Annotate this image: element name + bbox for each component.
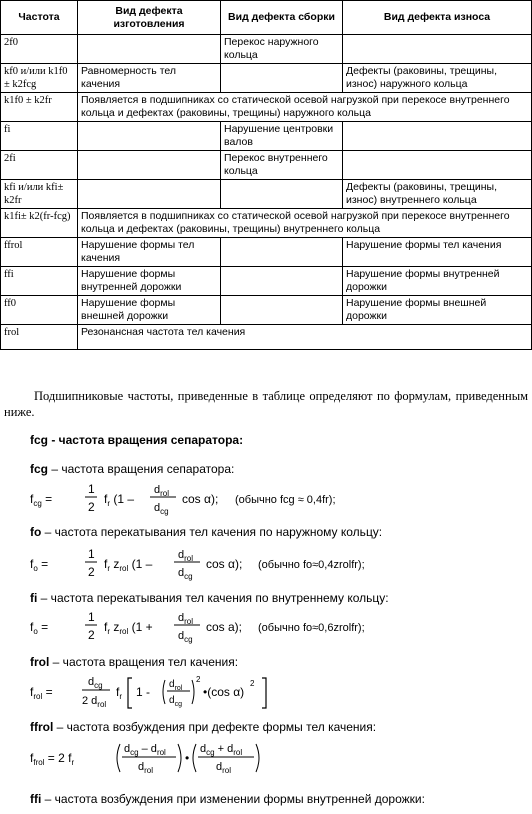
symbol-fcg: fcg	[30, 462, 48, 476]
merged-description-cell: Появляется в подшипниках со статической осевой нагрузкой при перекосе внутреннего кольца и дефектах (раковины, трещины) внутреннего кольца	[78, 209, 532, 238]
svg-text:1: 1	[88, 610, 95, 624]
svg-text:1: 1	[88, 482, 95, 496]
svg-text:2 drol: 2 $d_{rol}$	[82, 695, 107, 709]
frequency-cell: fi	[1, 122, 78, 151]
frequency-cell: 2fi	[1, 151, 78, 180]
table-body	[1, 35, 532, 350]
definition-ffrol	[30, 720, 376, 734]
merged-description-cell: Появляется в подшипниках со статической осевой нагрузкой при перекосе внутреннего кольца и дефектах (раковины, трещины) наружного кольца	[78, 93, 532, 122]
manufacturing-defect-cell: Нарушение формы внутренней дорожки	[78, 267, 221, 296]
wear-defect-cell	[343, 35, 532, 64]
svg-text:dcg: $d_{cg}$	[154, 502, 169, 516]
frequency-cell: k1f0 ± k2fr	[1, 93, 78, 122]
svg-text:cos a);: cos a);	[206, 620, 243, 634]
wear-defect-cell: Нарушение формы тел качения	[343, 238, 532, 267]
svg-text:fr zrol (1 +: $f_r$ $z_{rol}$ (1 +	[104, 620, 153, 636]
table-header-row	[1, 1, 532, 35]
definition-ffi	[30, 792, 425, 806]
formula-fcg-svg	[30, 480, 490, 516]
table-row	[1, 93, 532, 122]
header-wear-defect: Вид дефекта износа	[343, 1, 532, 35]
formula-frol-svg	[30, 672, 330, 712]
svg-text:drol: $d_{rol}$	[178, 549, 194, 563]
svg-text:fo =: $f_o$ =	[30, 620, 49, 636]
frequency-cell: ffrol	[1, 238, 78, 267]
svg-text:drol: $d_{rol}$	[216, 761, 232, 775]
svg-text:2: 2	[88, 565, 95, 579]
wear-defect-cell: Дефекты (раковины, трещины, износ) внутреннего кольца	[343, 180, 532, 209]
assembly-defect-cell: Перекос наружного кольца	[221, 35, 343, 64]
definition-fcg-text: – частота вращения сепаратора:	[48, 462, 235, 476]
frequency-cell: kfi и/или kfi± k2fr	[1, 180, 78, 209]
manufacturing-defect-cell	[78, 35, 221, 64]
svg-text:drol: $d_{rol}$	[154, 484, 170, 498]
svg-text:ffrol = 2 fr: $f_{frol} = 2$ $f_r$	[30, 751, 75, 767]
assembly-defect-cell: Перекос внутреннего кольца	[221, 151, 343, 180]
table-row	[1, 64, 532, 93]
table-row	[1, 238, 532, 267]
header-assembly-defect: Вид дефекта сборки	[221, 1, 343, 35]
header-manufacturing-defect: Вид дефекта изготовления	[78, 1, 221, 35]
svg-text:fr: $f_r$	[116, 685, 123, 701]
manufacturing-defect-cell	[78, 180, 221, 209]
assembly-defect-cell	[221, 238, 343, 267]
frequency-cell: k1fi± k2(fr-fcg)	[1, 209, 78, 238]
assembly-defect-cell	[221, 180, 343, 209]
formula-ffrol	[30, 738, 330, 778]
svg-text:1 -: 1 -	[136, 685, 151, 699]
svg-text:cos α);: cos α);	[182, 492, 219, 506]
frequency-cell: ffi	[1, 267, 78, 296]
header-frequency: Частота	[1, 1, 78, 35]
table-row	[1, 151, 532, 180]
merged-description-cell: Резонансная частота тел качения	[78, 325, 532, 350]
table-row	[1, 122, 532, 151]
definition-fo	[30, 525, 382, 539]
frequency-cell: ff0	[1, 296, 78, 325]
manufacturing-defect-cell	[78, 151, 221, 180]
section-heading: fcg - частота вращения сепаратора:	[30, 433, 244, 447]
definition-fo-text: – частота перекатывания тел качения по наружному кольцу:	[41, 525, 383, 539]
table-row	[1, 180, 532, 209]
assembly-defect-cell	[221, 296, 343, 325]
svg-text:1: 1	[88, 547, 95, 561]
svg-text:dcg: $d_{cg}$	[88, 676, 103, 690]
svg-text:•: •	[185, 751, 190, 765]
definition-frol-text: – частота вращения тел качения:	[49, 655, 239, 669]
formula-fi	[30, 608, 490, 644]
definition-fcg	[30, 462, 234, 476]
formula-fi-svg	[30, 608, 490, 644]
svg-text:2: 2	[88, 628, 95, 642]
svg-text:frol =: $f_{rol}$ =	[30, 685, 53, 701]
table-row	[1, 267, 532, 296]
svg-text:dcg: $d_{cg}$	[178, 630, 193, 644]
svg-text:drol: $d_{rol}$	[138, 761, 154, 775]
symbol-ffrol: ffrol	[30, 720, 54, 734]
table-row	[1, 325, 532, 350]
manufacturing-defect-cell: Нарушение формы внешней дорожки	[78, 296, 221, 325]
formula-fi-note: (обычно fo≈0,6zrolfr);	[258, 622, 365, 634]
svg-text:fr (1 –: $f_r$ (1 –	[104, 492, 135, 508]
wear-defect-cell: Нарушение формы внешней дорожки	[343, 296, 532, 325]
svg-text:2: 2	[88, 500, 95, 514]
svg-text:fcg =: $f_{cg}$ =	[30, 492, 53, 508]
definition-frol	[30, 655, 238, 669]
definition-fi	[30, 591, 389, 605]
definition-ffi-text: – частота возбуждения при изменении формы внутренней дорожки:	[41, 792, 425, 806]
svg-text:dcg: $d_{cg}$	[169, 695, 182, 708]
formula-ffrol-svg	[30, 738, 330, 778]
definition-fi-text: – частота перекатывания тел качения по внутреннему кольцу:	[37, 591, 389, 605]
wear-defect-cell: Дефекты (раковины, трещины, износ) наружного кольца	[343, 64, 532, 93]
manufacturing-defect-cell: Равномерность тел качения	[78, 64, 221, 93]
definition-ffrol-text: – частота возбуждения при дефекте формы тел качения:	[53, 720, 377, 734]
manufacturing-defect-cell: Нарушение формы тел качения	[78, 238, 221, 267]
svg-text:•(cos α): •(cos α)	[203, 685, 245, 699]
symbol-frol: frol	[30, 655, 50, 669]
assembly-defect-cell	[221, 64, 343, 93]
frequency-cell: kf0 и/или k1f0 ± k2fcg	[1, 64, 78, 93]
formula-fo	[30, 545, 490, 581]
formula-fo-svg	[30, 545, 490, 581]
bearing-defects-table	[0, 0, 532, 350]
assembly-defect-cell	[221, 267, 343, 296]
table-row	[1, 35, 532, 64]
symbol-fi: fi	[30, 591, 38, 605]
svg-text:drol: $d_{rol}$	[178, 612, 194, 626]
svg-text:dcg – drol: $d_{cg} - d_{rol}$	[124, 743, 166, 757]
svg-text:2: 2	[250, 679, 255, 688]
manufacturing-defect-cell	[78, 122, 221, 151]
svg-text:2: 2	[196, 675, 201, 684]
svg-text:drol: $d_{rol}$	[169, 679, 183, 692]
assembly-defect-cell: Нарушение центровки валов	[221, 122, 343, 151]
intro-paragraph: Подшипниковые частоты, приведенные в таблице определяют по формулам, приведенным ниже.	[4, 389, 528, 419]
frequency-cell: frol	[1, 325, 78, 350]
svg-text:fo =: $f_o$ =	[30, 557, 49, 573]
svg-text:dcg + drol: $d_{cg} + d_{rol}$	[200, 743, 243, 757]
wear-defect-cell: Нарушение формы внутренней дорожки	[343, 267, 532, 296]
table-row	[1, 209, 532, 238]
symbol-fo: fo	[30, 525, 42, 539]
wear-defect-cell	[343, 151, 532, 180]
wear-defect-cell	[343, 122, 532, 151]
symbol-ffi: ffi	[30, 792, 42, 806]
svg-text:dcg: $d_{cg}$	[178, 567, 193, 581]
svg-text:fr zrol (1 –: $f_r$ $z_{rol}$ (1 –	[104, 557, 153, 573]
formula-fcg	[30, 480, 490, 516]
svg-text:cos α);: cos α);	[206, 557, 243, 571]
formula-fo-note: (обычно fo≈0,4zrolfr);	[258, 559, 365, 571]
formula-fcg-note: (обычно fcg ≈ 0,4fr);	[235, 494, 336, 506]
frequency-cell: 2f0	[1, 35, 78, 64]
table-row	[1, 296, 532, 325]
formula-frol	[30, 672, 330, 712]
